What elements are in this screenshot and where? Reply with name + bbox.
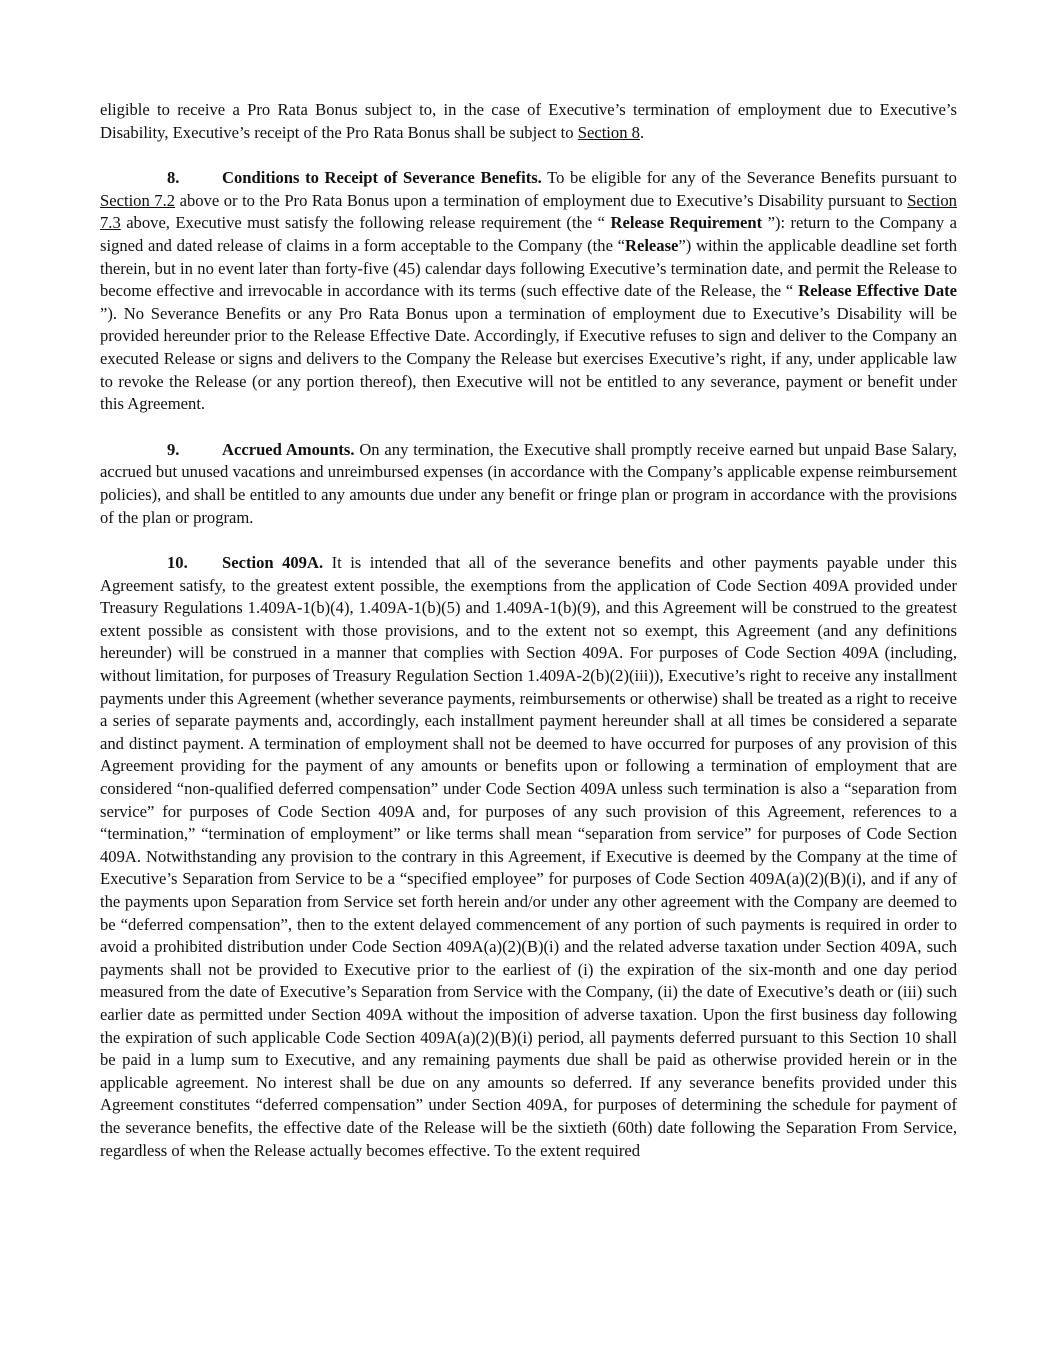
paragraph-text: . <box>639 122 645 142</box>
paragraph-text: To be eligible for any of the Severance Benefits pursuant to <box>541 168 957 188</box>
paragraph-text: above or to the Pro Rata Bonus upon a termination of employment due to Executive’s Disability pursuant to <box>175 190 908 210</box>
paragraph-text: On any termination, the Executive shall promptly receive earned but unpaid Base Salary, accrued but unused vacations and unreimbursed expenses (in accordance with the Company’s applicable expense reimbursement policies), and shall be entitled to any amounts due under any benefit or fringe plan or program in accordance with the provisions of the plan or program. <box>100 439 957 527</box>
section-10-paragraph <box>100 552 957 1162</box>
section-number: 10. <box>167 553 188 573</box>
document-page <box>100 99 957 1185</box>
section-7-3-reference-link[interactable]: Section 7.3 <box>100 190 957 233</box>
paragraph-text: ”) within the applicable deadline set forth therein, but in no event later than forty-five (45) calendar days following Executive’s termination date, and permit the Release to become effective and irrevocable in accordance with its terms (such effective date of the Release, the “ <box>100 235 957 301</box>
defined-term: Release Effective Date <box>798 281 958 301</box>
section-heading: Conditions to Receipt of Severance Benefits. <box>222 168 542 188</box>
paragraph-continuation <box>100 99 957 144</box>
section-7-2-reference-link[interactable]: Section 7.2 <box>100 190 176 210</box>
paragraph-text: ”): return to the Company a signed and dated release of claims in a form acceptable to the Company (the “ <box>100 213 957 255</box>
section-heading: Section 409A. <box>222 553 324 573</box>
paragraph-text: eligible to receive a Pro Rata Bonus subject to, in the case of Executive’s termination of employment due to Executive’s Disability, Executive’s receipt of the Pro Rata Bonus shall be subject to <box>100 100 957 142</box>
section-8-paragraph <box>100 167 957 416</box>
section-number: 8. <box>167 168 180 188</box>
section-8-reference-link[interactable]: Section 8 <box>577 122 640 142</box>
section-number: 9. <box>167 439 180 459</box>
paragraph-text: It is intended that all of the severance benefits and other payments payable under this Agreement satisfy, to the greatest extent possible, the exemptions from the application of Code Section 409A provided under Treasury Regulations 1.409A-1(b)(4), 1.409A-1(b)(5) and 1.409A-1(b)(9), and this Agreement will be construed to the greatest extent possible as consistent with those provisions, and to the extent not so exempt, this Agreement (and any definitions hereunder) will be construed in a manner that complies with Section 409A. For purposes of Code Section 409A (including, without limitation, for purposes of Treasury Regulation Section 1.409A-2(b)(2)(iii)), Executive’s right to receive any installment payments under this Agreement (whether severance payments, reimbursements or otherwise) shall be treated as a right to receive a series of separate payments and, accordingly, each installment payment hereunder shall at all times be considered a separate and distinct payment. A termination of employment shall not be deemed to have occurred for purposes of any provision of this Agreement providing for the payment of any amounts or benefits upon or following a termination of employment that are considered “non-qualified deferred compensation” under Code Section 409A unless such termination is also a “separation from service” for purposes of Code Section 409A and, for purposes of any such provision of this Agreement, references to a “termination,” “termination of employment” or like terms shall mean “separation from service” for purposes of Code Section 409A. Notwithstanding any provision to the contrary in this Agreement, if Executive is deemed by the Company at the time of Executive’s Separation from Service to be a “specified employee” for purposes of Code Section 409A(a)(2)(B)(i), and if any of the payments upon Separation from Service set forth herein and/or under any other agreement with the Company are deemed to be “deferred compensation”, then to the extent delayed commencement of any portion of such payments is required in order to avoid a prohibited distribution under Code Section 409A(a)(2)(B)(i) and the related adverse taxation under Section 409A, such payments shall not be provided to Executive prior to the earliest of (i) the expiration of the six-month and one day period measured from the date of Executive’s Separation from Service with the Company, (ii) the date of Executive’s death or (iii) such earlier date as permitted under Section 409A without the imposition of adverse taxation. Upon the first business day following the expiration of such applicable Code Section 409A(a)(2)(B)(i) period, all payments deferred pursuant to this Section 10 shall be paid in a lump sum to Executive, and any remaining payments due shall be paid as otherwise provided herein or in the applicable agreement. No interest shall be due on any amounts so deferred. If any severance benefits provided under this Agreement constitutes “deferred compensation” under Section 409A, for purposes of determining the schedule for payment of the severance benefits, the effective date of the Release will be the sixtieth (60th) date following the Separation From Service, regardless of when the Release actually becomes effective. To the extent required <box>100 553 957 1160</box>
paragraph-text: above, Executive must satisfy the following release requirement (the “ <box>120 213 611 233</box>
section-9-paragraph <box>100 439 957 529</box>
section-heading: Accrued Amounts. <box>222 439 355 459</box>
paragraph-text: ”). No Severance Benefits or any Pro Rata Bonus upon a termination of employment due to Executive’s Disability will be provided hereunder prior to the Release Effective Date. Accordingly, if Executive refuses to sign and deliver to the Company an executed Release or signs and delivers to the Company the Release but exercises Executive’s right, if any, under applicable law to revoke the Release (or any portion thereof), then Executive will not be entitled to any severance, payment or benefit under this Agreement. <box>100 303 957 414</box>
defined-term: Release <box>624 235 679 255</box>
defined-term: Release Requirement <box>610 213 763 233</box>
